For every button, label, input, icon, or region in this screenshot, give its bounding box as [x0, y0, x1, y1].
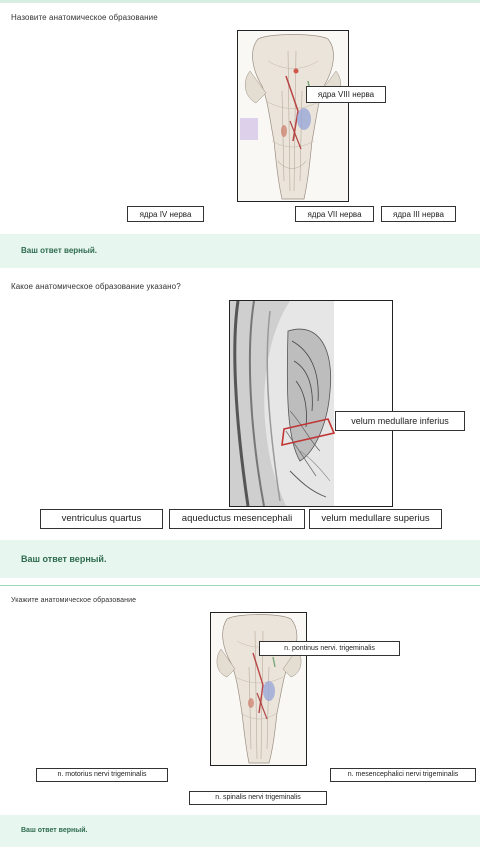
- question-3-pointer-label: n. pontinus nervi. trigeminalis: [259, 641, 400, 656]
- question-3-title: Укажите анатомическое образование: [11, 597, 137, 604]
- brainstem-illustration-2: [211, 613, 306, 765]
- q1-option-1[interactable]: ядра IV нерва: [127, 206, 204, 222]
- q3-feedback: [0, 815, 480, 847]
- section-divider: [0, 585, 480, 586]
- question-2-title: Какое анатомическое образование указано?: [11, 282, 181, 291]
- q3-feedback-text: Ваш ответ верный.: [21, 827, 88, 834]
- q2-option-3[interactable]: velum medullare superius: [309, 509, 442, 529]
- cerebellum-section-illustration: [230, 301, 392, 506]
- question-1-pointer-label: ядра VIII нерва: [306, 86, 386, 103]
- q2-feedback-text: Ваш ответ верный.: [21, 554, 107, 564]
- question-1-title: Назовите анатомическое образование: [11, 13, 158, 22]
- q2-feedback: [0, 540, 480, 578]
- q3-option-3[interactable]: n. spinalis nervi trigeminalis: [189, 791, 327, 805]
- q1-option-3[interactable]: ядра III нерва: [381, 206, 456, 222]
- q1-feedback: [0, 234, 480, 268]
- q1-feedback-text: Ваш ответ верный.: [21, 246, 97, 255]
- q3-option-1[interactable]: n. motorius nervi trigeminalis: [36, 768, 168, 782]
- purple-nucleus-mark: [240, 118, 258, 140]
- question-3-image: [210, 612, 307, 766]
- q2-option-2[interactable]: aqueductus mesencephali: [169, 509, 305, 529]
- q1-option-2[interactable]: ядра VII нерва: [295, 206, 374, 222]
- question-2-pointer-label: velum medullare inferius: [335, 411, 465, 431]
- q2-option-1[interactable]: ventriculus quartus: [40, 509, 163, 529]
- q3-option-2[interactable]: n. mesencephalici nervi trigeminalis: [330, 768, 476, 782]
- question-2-image: [229, 300, 393, 507]
